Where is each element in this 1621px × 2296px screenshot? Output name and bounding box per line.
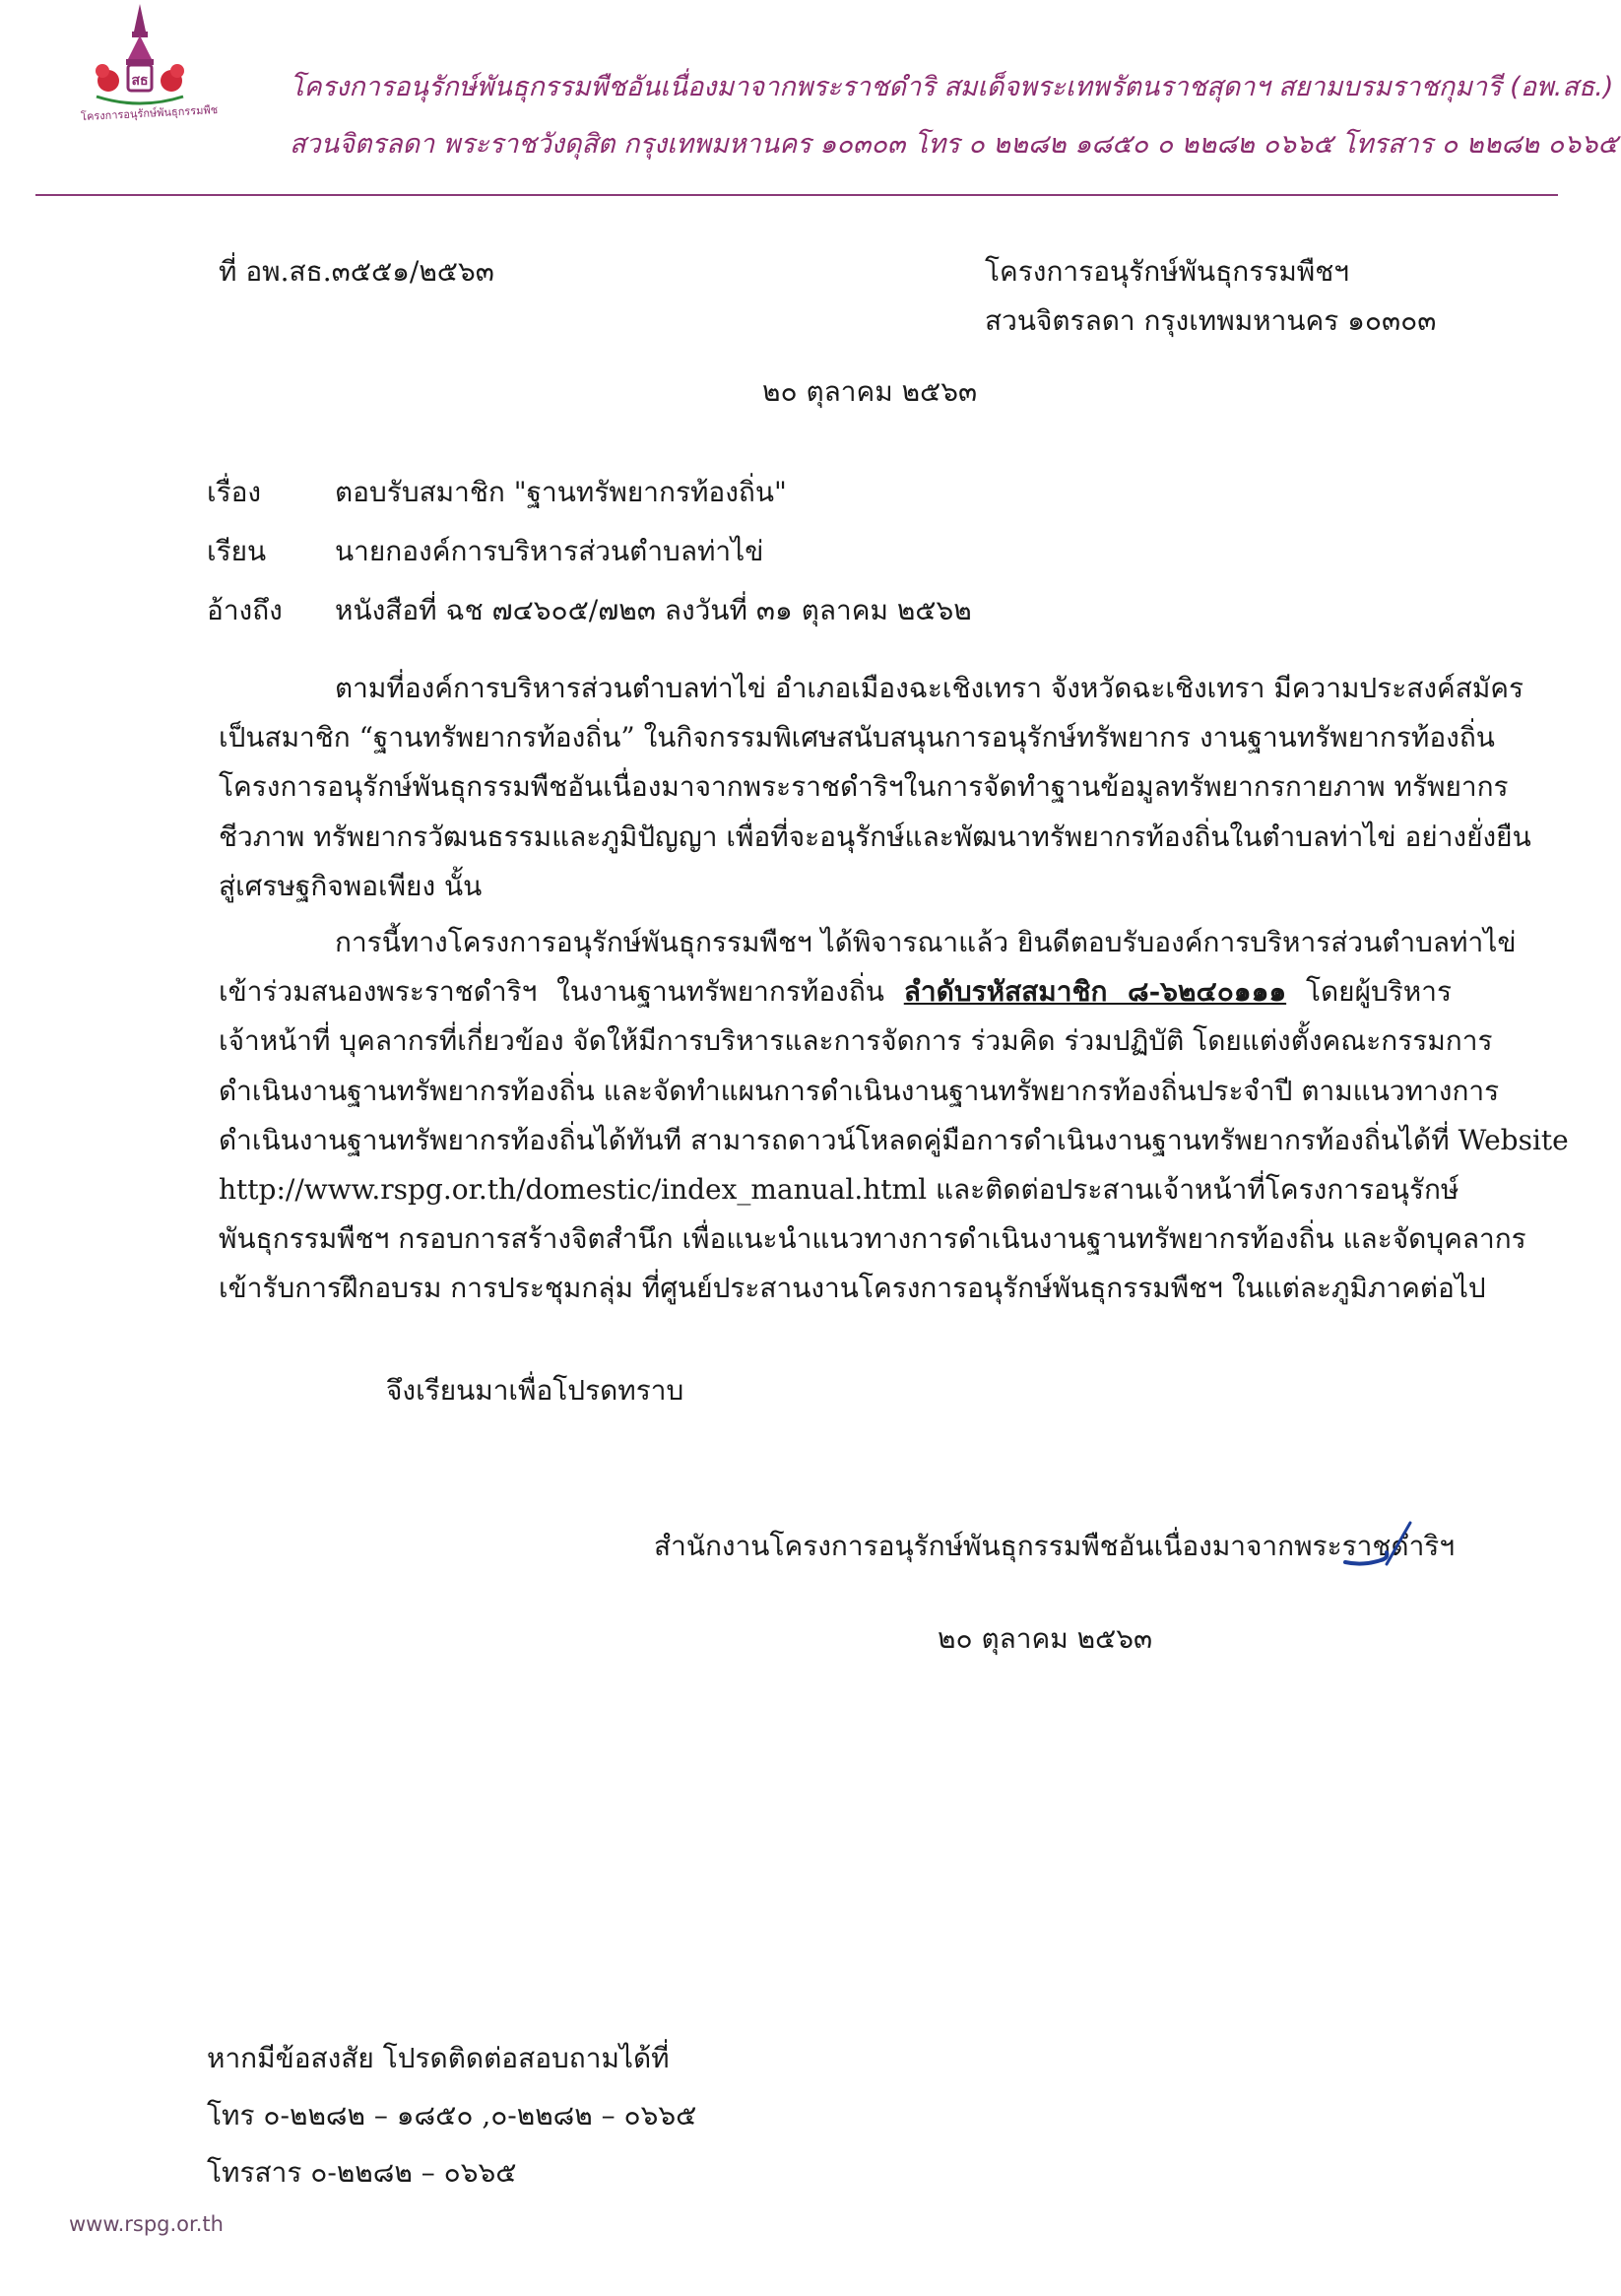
body-paragraph-1: [219, 664, 1531, 911]
subject-text: ตอบรับสมาชิก "ฐานทรัพยากรท้องถิ่น": [335, 476, 787, 508]
reference-text: หนังสือที่ ฉช ๗๔๖๐๕/๗๒๓ ลงวันที่ ๓๑ ตุลาคม ๒๕๖๒: [335, 594, 972, 626]
signature-date: ๒๐ ตุลาคม ๒๕๖๓: [938, 1622, 1153, 1655]
closing-text: จึงเรียนมาเพื่อโปรดทราบ: [386, 1374, 684, 1407]
letterhead-line-2: สวนจิตรลดา พระราชวังดุสิต กรุงเทพมหานคร ๑๐๓๐๓ โทร ๐ ๒๒๘๒ ๑๘๕๐ ๐ ๒๒๘๒ ๐๖๖๕ โทรสาร ๐ ๒๒๘๒ ๐๖๖๕: [290, 129, 1618, 160]
recipient-text: นายกองค์การบริหารส่วนตำบลท่าไข่: [335, 535, 764, 567]
paragraph-line: โครงการอนุรักษ์พันธุกรรมพืชอันเนื่องมาจากพระราชดำริฯในการจัดทำฐานข้อมูลทรัพยากรกายภาพ ทรัพยากร: [219, 770, 1509, 804]
membership-intro: เข้าร่วมสนองพระราชดำริฯ ในงานฐานทรัพยากรท้องถิ่น: [219, 975, 884, 1009]
svg-text:สธ: สธ: [131, 73, 149, 89]
signature-mark: [1341, 1513, 1420, 1576]
paragraph-line: ดำเนินงานฐานทรัพยากรท้องถิ่นได้ทันที สามารถดาวน์โหลดคู่มือการดำเนินงานฐานทรัพยากรท้องถิ่นได้ที่ Website: [219, 1123, 1569, 1156]
paragraph-line: เป็นสมาชิก “ฐานทรัพยากรท้องถิ่น” ในกิจกรรมพิเศษสนับสนุนการอนุรักษ์ทรัพยากร งานฐานทรัพยากรท้องถิ่น: [219, 721, 1495, 754]
paragraph-line-membership: [219, 967, 1452, 1017]
recipient-label: เรียน: [207, 535, 267, 567]
reference-label: อ้างถึง: [207, 594, 283, 626]
contact-phone: โทร ๐-๒๒๘๒ – ๑๘๕๐ ,๐-๒๒๘๒ – ๐๖๖๕: [207, 2099, 697, 2132]
subject-label: เรื่อง: [207, 476, 262, 508]
paragraph-line: ดำเนินงานฐานทรัพยากรท้องถิ่น และจัดทำแผนการดำเนินงานฐานทรัพยากรท้องถิ่นประจำปี ตามแนวทางการ: [219, 1074, 1500, 1107]
reference-number: ที่ อพ.สธ.๓๕๕๑/๒๕๖๓: [219, 255, 494, 288]
paragraph-line: เข้ารับการฝึกอบรม การประชุมกลุ่ม ที่ศูนย์ประสานงานโครงการอนุรักษ์พันธุกรรมพืชฯ ในแต่ละภูมิภาคต่อไป: [219, 1272, 1486, 1305]
sender-address-line-1: โครงการอนุรักษ์พันธุกรรมพืชฯ: [985, 255, 1349, 288]
contact-fax: โทรสาร ๐-๒๒๘๒ – ๐๖๖๕: [207, 2156, 517, 2189]
paragraph-line: สู่เศรษฐกิจพอเพียง นั้น: [219, 869, 483, 902]
logo-caption: โครงการอนุรักษ์พันธุกรรมพืช: [80, 102, 219, 124]
letter-date: ๒๐ ตุลาคม ๒๕๖๓: [762, 375, 978, 408]
body-paragraph-2: [219, 918, 1569, 1314]
letterhead-divider: [35, 194, 1558, 196]
membership-code: ลำดับรหัสสมาชิก ๘-๖๒๔๐๑๑๑: [903, 975, 1287, 1009]
membership-tail: โดยผู้บริหาร: [1305, 975, 1453, 1009]
paragraph-line: ตามที่องค์การบริหารส่วนตำบลท่าไข่ อำเภอเมืองฉะเชิงเทรา จังหวัดฉะเชิงเทรา มีความประสงค์สมัคร: [335, 672, 1524, 704]
sender-address-line-2: สวนจิตรลดา กรุงเทพมหานคร ๑๐๓๐๓: [985, 304, 1437, 337]
signature-office: สำนักงานโครงการอนุรักษ์พันธุกรรมพืชอันเนื่องมาจากพระราชดำริฯ: [654, 1530, 1456, 1562]
paragraph-line: http://www.rspg.or.th/domestic/index_manual.html และติดต่อประสานเจ้าหน้าที่โครงการอนุรักษ์: [219, 1173, 1459, 1207]
letterhead-line-1: โครงการอนุรักษ์พันธุกรรมพืชอันเนื่องมาจากพระราชดำริ สมเด็จพระเทพรัตนราชสุดาฯ สยามบรมราชกุมารี (อพ.สธ.): [290, 72, 1614, 102]
paragraph-line: เจ้าหน้าที่ บุคลากรที่เกี่ยวข้อง จัดให้มีการบริหารและการจัดการ ร่วมคิด ร่วมปฏิบัติ โดยแต่งตั้งคณะกรรมการ: [219, 1024, 1493, 1058]
footer-website: www.rspg.or.th: [69, 2212, 224, 2236]
paragraph-line: พันธุกรรมพืชฯ กรอบการสร้างจิตสำนึก เพื่อแนะนำแนวทางการดำเนินงานฐานทรัพยากรท้องถิ่น และจัดบุคลากร: [219, 1222, 1526, 1256]
paragraph-line: การนี้ทางโครงการอนุรักษ์พันธุกรรมพืชฯ ได้พิจารณาแล้ว ยินดีตอบรับองค์การบริหารส่วนตำบลท่าไข่: [335, 926, 1517, 958]
contact-intro: หากมีข้อสงสัย โปรดติดต่อสอบถามได้ที่: [207, 2042, 670, 2074]
paragraph-line: ชีวภาพ ทรัพยากรวัฒนธรรมและภูมิปัญญา เพื่อที่จะอนุรักษ์และพัฒนาทรัพยากรท้องถิ่นในตำบลท่าไข่ อย่างยั่งยืน: [219, 820, 1531, 853]
